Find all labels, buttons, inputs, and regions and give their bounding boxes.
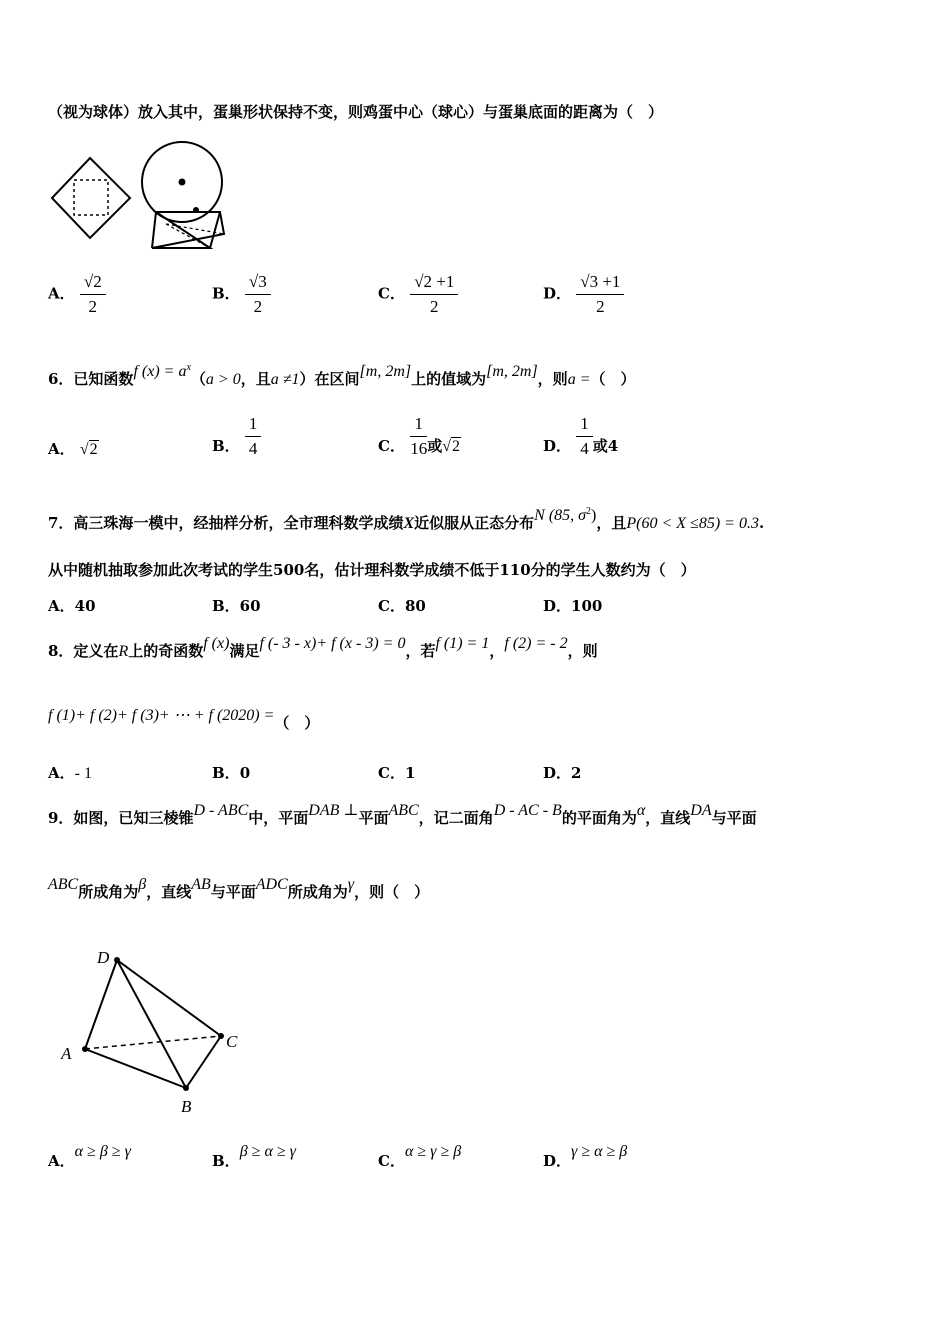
- q6-option-a: A． √2: [48, 440, 98, 458]
- vertex-label-a: A: [61, 1044, 72, 1063]
- q7-option-c: C．80: [378, 597, 426, 615]
- q8-stem: 8．定义在R上的奇函数f (x)满足f (- 3 - x)+ f (x - 3) = 0，若f (1) = 1，f (2) = - 2，则: [48, 635, 598, 660]
- q9-option-a: A．α ≥ β ≥ γ: [48, 1143, 131, 1170]
- q9-stem: 9．如图，已知三棱锥D - ABC中，平面DAB ⊥平面ABC，记二面角D - AC - B的平面角为α，直线DA与平面: [48, 802, 757, 827]
- edge-ac: [85, 1036, 221, 1049]
- vertex-label-d: D: [97, 948, 110, 967]
- edge-db: [117, 960, 186, 1088]
- edge-bc: [186, 1036, 221, 1088]
- q7-option-a: A．40: [48, 597, 96, 615]
- edge-da: [85, 960, 117, 1049]
- q6-stem: 6．已知函数f $(x) = a^x(a > 0$，且a ≠1）在区间[m, 2m]上的值域为[m, 2m]，则a =（ ）: [48, 362, 636, 388]
- q9-option-b: B．β ≥ α ≥ γ: [212, 1143, 296, 1170]
- q8-option-d: D．2: [543, 764, 582, 782]
- nest-top-view: [52, 158, 130, 238]
- q5-option-a: A． $\frac{√2}{2}$: [48, 272, 106, 317]
- q5-option-c: C． $\frac{√2 +1}{2}$: [378, 272, 458, 317]
- q9-option-c: C．α ≥ γ ≥ β: [378, 1143, 462, 1170]
- q8-option-b: B．0: [212, 764, 251, 782]
- q7-option-b: B．60: [212, 597, 261, 615]
- edge-ab: [85, 1049, 186, 1088]
- q6-option-c: C． $\frac{1}{16}$ 或√2: [378, 414, 460, 458]
- vertex-label-b: B: [181, 1097, 192, 1116]
- edge-dc: [117, 960, 221, 1036]
- egg-side-view: [142, 142, 224, 248]
- q8-option-c: C．1: [378, 764, 416, 782]
- q6-option-b: B． $\frac{1}{4}$: [212, 414, 261, 459]
- q5-option-d: D． $\frac{√3 +1}{2}$: [543, 272, 624, 317]
- q6-option-d: D． $\frac{1}{4}$ 或4: [543, 414, 619, 458]
- q5-text: （视为球体）放入其中，蛋巢形状保持不变，则鸡蛋中心（球心）与蛋巢底面的距离为（ ）: [48, 103, 664, 121]
- q9-option-d: D．γ ≥ α ≥ β: [543, 1143, 628, 1170]
- q8-sum: f (1)+ f (2)+ f (3)+ ⋯ + f (2020) =（ ）: [48, 707, 320, 732]
- tetrahedron-figure: [55, 945, 255, 1120]
- q5-option-b: B． $\frac{√3}{2}$: [212, 272, 271, 317]
- q7-stem: 7．高三珠海一模中，经抽样分析，全市理科数学成绩X近似服从正态分布N (85, $\sigma^2$)，且P(60 < X ≤85) = 0.3.: [48, 506, 765, 532]
- vertex-label-c: C: [226, 1032, 238, 1051]
- q7-option-d: D．100: [543, 597, 603, 615]
- q9-stem-line2: ABC所成角为β，直线AB与平面ADC所成角为γ，则（ ）: [48, 876, 430, 901]
- q7-stem-line2: 从中随机抽取参加此次考试的学生500名，估计理科数学成绩不低于110分的学生人数约为（ ）: [48, 561, 696, 579]
- q8-option-a: A．- 1: [48, 764, 92, 782]
- egg-nest-figure: [48, 140, 228, 252]
